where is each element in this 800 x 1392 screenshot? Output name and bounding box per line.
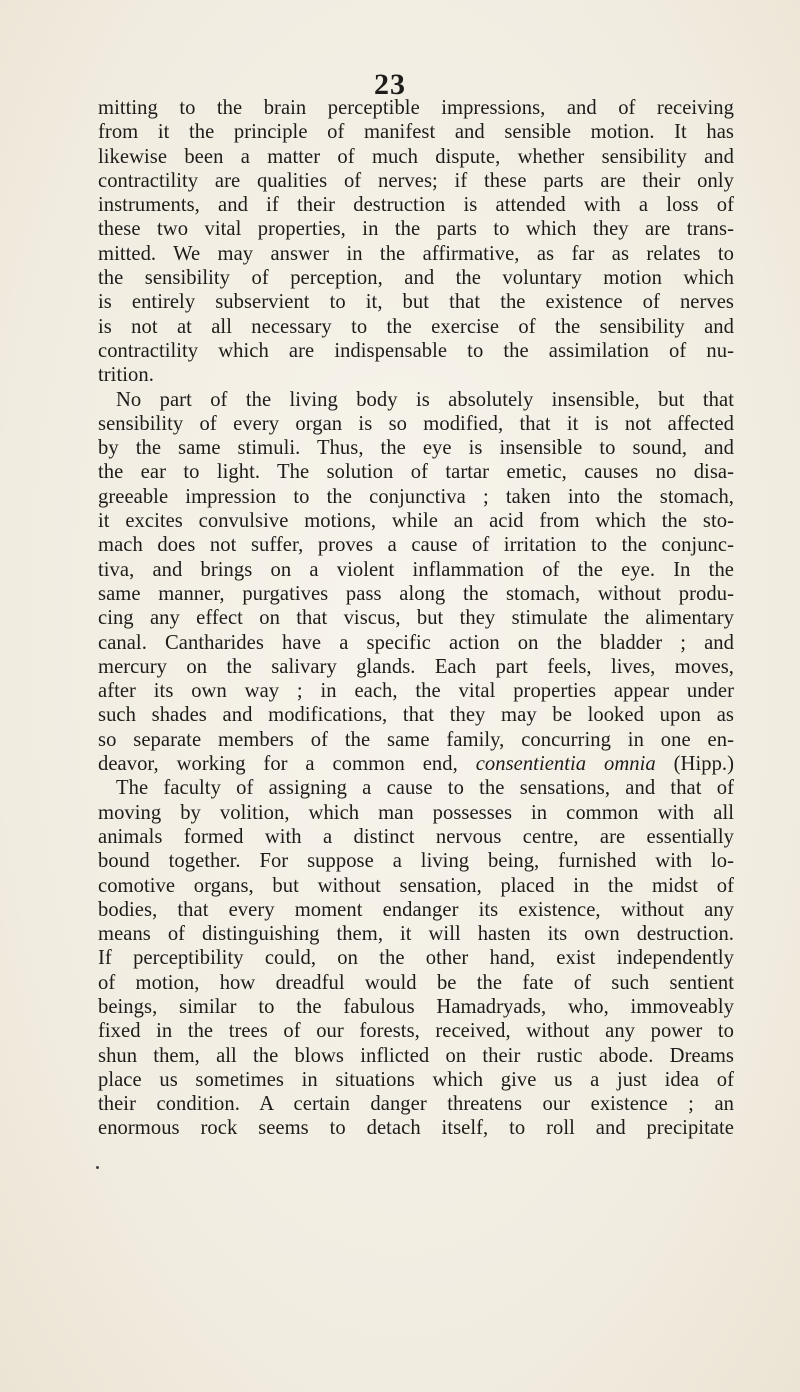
text-line: same manner, purgatives pass along the stomach, without produ- xyxy=(98,582,734,605)
text-line: enormous rock seems to detach itself, to roll and precipitate xyxy=(98,1117,734,1140)
text-line: likewise been a matter of much dispute, whether sensibility and xyxy=(98,145,734,168)
text-line: is not at all necessary to the exercise of the sensibility and xyxy=(98,315,734,338)
text-line: from it the principle of manifest and sensible motion. It has xyxy=(98,121,734,144)
text-line: such shades and modifications, that they may be looked upon as xyxy=(98,704,734,727)
citation: (Hipp.) xyxy=(673,753,735,776)
text-line: animals formed with a distinct nervous centre, are essentially xyxy=(98,825,734,848)
text-line: place us sometimes in situations which give us a just idea of xyxy=(98,1068,734,1091)
text-line: means of distinguishing them, it will hasten its own destruction. xyxy=(98,923,734,946)
paragraph-start: The faculty of assigning a cause to the sensations, and that of xyxy=(116,777,734,800)
text-line-with-citation xyxy=(98,752,734,776)
line-text: deavor, working for a common end, xyxy=(98,753,458,776)
text-line: canal. Cantharides have a specific action on the bladder ; and xyxy=(98,631,734,654)
body-text xyxy=(98,96,734,1141)
text-line: bodies, that every moment endanger its existence, without any xyxy=(98,898,734,921)
text-line: If perceptibility could, on the other hand, exist independently xyxy=(98,947,734,970)
text-line: shun them, all the blows inflicted on their rustic abode. Dreams xyxy=(98,1044,734,1067)
text-line: trition. xyxy=(98,364,154,387)
text-line: tiva, and brings on a violent inflammation of the eye. In the xyxy=(98,558,734,581)
text-line: is entirely subservient to it, but that the existence of nerves xyxy=(98,291,734,314)
text-line: instruments, and if their destruction is attended with a loss of xyxy=(98,194,734,217)
text-line: their condition. A certain danger threatens our existence ; an xyxy=(98,1093,734,1116)
ink-speck xyxy=(96,1166,99,1169)
text-line: beings, similar to the fabulous Hamadryads, who, immoveably xyxy=(98,995,734,1018)
text-line: the sensibility of perception, and the voluntary motion which xyxy=(98,267,734,290)
text-line: mitted. We may answer in the affirmative, as far as relates to xyxy=(98,242,734,265)
text-line: contractility are qualities of nerves; if these parts are their only xyxy=(98,169,734,192)
text-line: sensibility of every organ is so modified, that it is not affected xyxy=(98,412,734,435)
text-line: the ear to light. The solution of tartar emetic, causes no disa- xyxy=(98,461,734,484)
text-line: bound together. For suppose a living being, furnished with lo- xyxy=(98,850,734,873)
text-line: after its own way ; in each, the vital properties appear under xyxy=(98,680,734,703)
paragraph-start: No part of the living body is absolutely insensible, but that xyxy=(116,388,734,411)
latin-phrase: consentientia omnia xyxy=(475,753,656,776)
text-line: cing any effect on that viscus, but they stimulate the alimentary xyxy=(98,607,734,630)
text-line: greeable impression to the conjunctiva ; taken into the stomach, xyxy=(98,485,734,508)
text-line: contractility which are indispensable to the assimilation of nu- xyxy=(98,339,734,362)
page-number: 23 xyxy=(374,68,406,101)
text-line: mercury on the salivary glands. Each part feels, lives, moves, xyxy=(98,655,734,678)
text-line: by the same stimuli. Thus, the eye is insensible to sound, and xyxy=(98,437,734,460)
text-line: fixed in the trees of our forests, received, without any power to xyxy=(98,1020,734,1043)
text-line: of motion, how dreadful would be the fate of such sentient xyxy=(98,971,734,994)
text-line: mitting to the brain perceptible impressions, and of receiving xyxy=(98,97,734,119)
text-line: moving by volition, which man possesses in common with all xyxy=(98,801,734,824)
text-line: these two vital properties, in the parts to which they are trans- xyxy=(98,218,734,241)
text-line: it excites convulsive motions, while an acid from which the sto- xyxy=(98,510,734,533)
text-line: so separate members of the same family, concurring in one en- xyxy=(98,728,734,751)
text-line: mach does not suffer, proves a cause of irritation to the conjunc- xyxy=(98,534,734,557)
text-line: comotive organs, but without sensation, placed in the midst of xyxy=(98,874,734,897)
